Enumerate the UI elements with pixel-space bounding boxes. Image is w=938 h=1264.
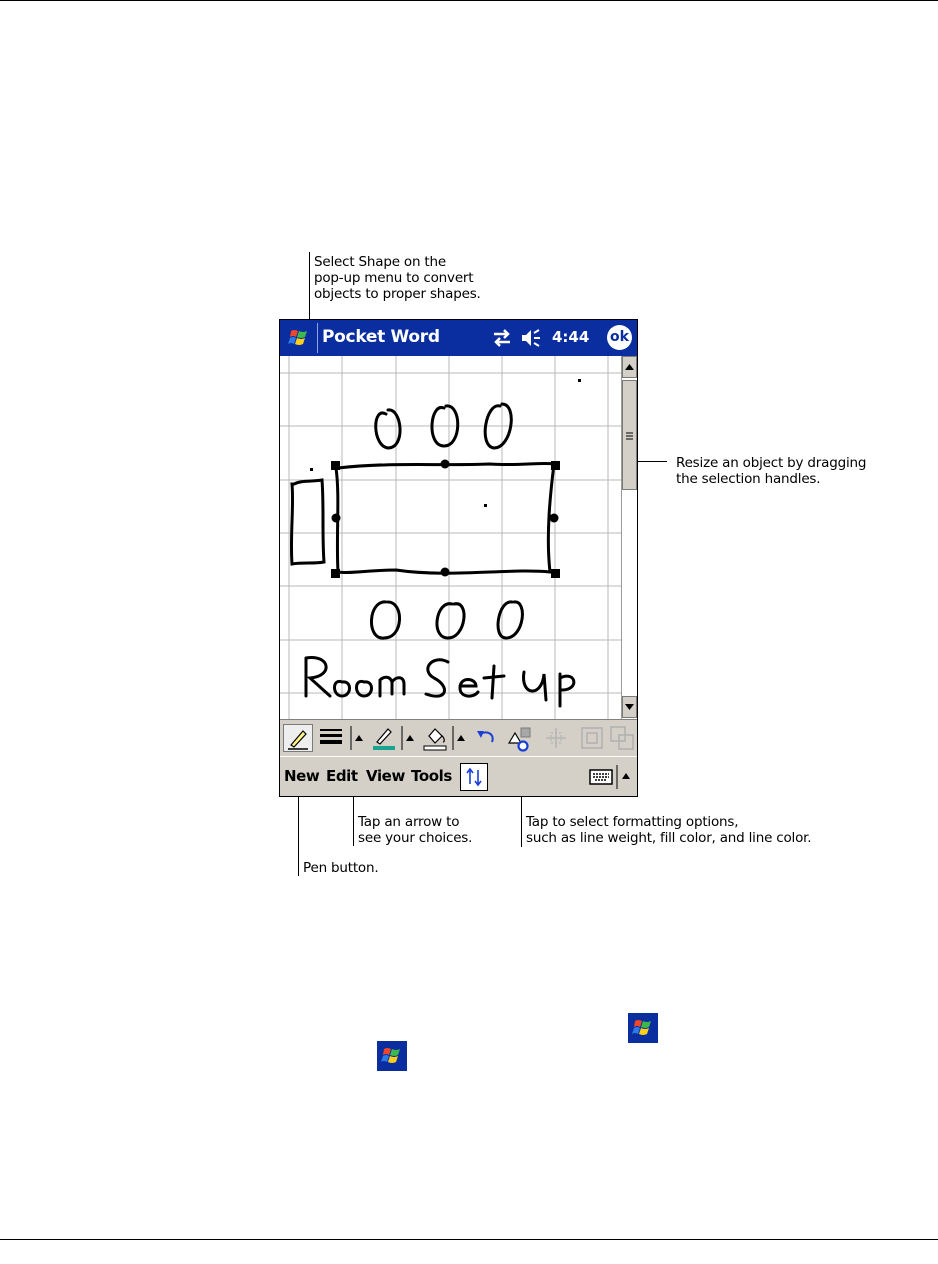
pocket-pc-screen: [279, 319, 638, 797]
title-bar: [280, 320, 637, 356]
scroll-down-button[interactable]: [622, 696, 637, 718]
scroll-up-button[interactable]: [622, 356, 637, 378]
speaker-icon[interactable]: [520, 328, 542, 348]
callout-resize: Resize an object by dragging the selection handles.: [676, 455, 867, 487]
fill-color-icon[interactable]: [421, 724, 449, 757]
clock[interactable]: 4:44: [552, 328, 590, 346]
menu-view[interactable]: View: [366, 767, 405, 785]
center-icon: [544, 726, 568, 755]
callout-pen: Pen button.: [303, 860, 379, 876]
windows-start-icon: [628, 1013, 658, 1043]
pen-icon[interactable]: [283, 724, 313, 752]
keyboard-icon[interactable]: [589, 768, 613, 791]
sort-icon[interactable]: [460, 763, 488, 791]
scroll-thumb[interactable]: [622, 380, 637, 490]
line-weight-icon[interactable]: [318, 727, 344, 754]
align-icon: [579, 725, 605, 756]
callout-formatting: Tap to select formatting options, such as line weight, fill color, and line color.: [526, 814, 812, 846]
menu-tools[interactable]: Tools: [411, 767, 452, 785]
menu-edit[interactable]: Edit: [326, 767, 358, 785]
menu-new[interactable]: New: [284, 767, 320, 785]
drawing-canvas[interactable]: [280, 356, 621, 719]
line-weight-arrow-icon[interactable]: [350, 726, 366, 755]
bottom-rule: [0, 1239, 938, 1240]
input-panel-arrow-icon[interactable]: [616, 765, 634, 794]
callout-select-shape: Select Shape on the pop-up menu to convert objects to proper shapes.: [314, 254, 481, 302]
callout-tap-arrow: Tap an arrow to see your choices.: [358, 814, 473, 846]
app-title: Pocket Word: [322, 327, 440, 347]
menu-bar: [280, 756, 637, 796]
format-icon[interactable]: [506, 725, 534, 758]
windows-start-icon: [377, 1041, 407, 1071]
sync-icon[interactable]: [491, 328, 513, 348]
title-separator: [317, 323, 318, 353]
group-icon: [609, 725, 635, 756]
fill-color-arrow-icon[interactable]: [452, 726, 468, 755]
line-color-icon[interactable]: [370, 724, 398, 757]
undo-icon[interactable]: [475, 728, 497, 753]
drawing-toolbar: [280, 719, 637, 756]
line-color-arrow-icon[interactable]: [401, 726, 417, 755]
ok-button[interactable]: ok: [607, 325, 632, 350]
windows-start-icon[interactable]: [284, 323, 314, 353]
grid-lines: [280, 356, 621, 719]
top-rule: [0, 0, 938, 1]
vertical-scrollbar[interactable]: [621, 356, 637, 719]
